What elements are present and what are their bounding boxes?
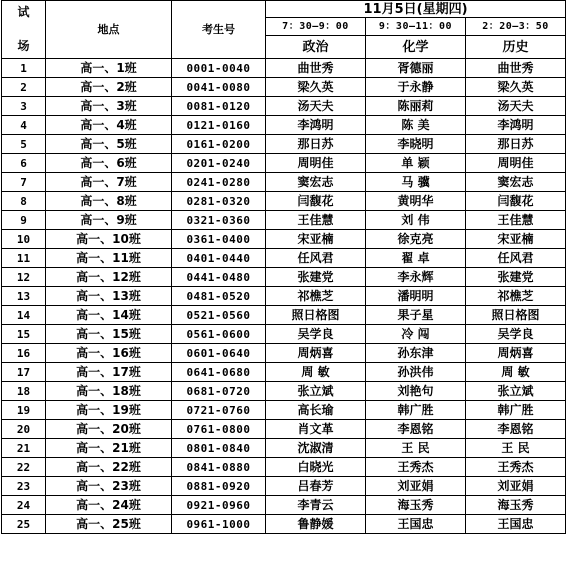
cell-history-proctor: 任风君 xyxy=(466,249,566,268)
cell-location: 高一、13班 xyxy=(46,287,172,306)
cell-politics-proctor: 高长瑜 xyxy=(266,401,366,420)
cell-room-number: 6 xyxy=(2,154,46,173)
cell-politics-proctor: 祁樵芝 xyxy=(266,287,366,306)
table-row xyxy=(2,97,566,116)
cell-history-proctor: 曲世秀 xyxy=(466,59,566,78)
cell-exam-number-range: 0601-0640 xyxy=(172,344,266,363)
cell-history-proctor: 照日格图 xyxy=(466,306,566,325)
table-row xyxy=(2,173,566,192)
cell-chemistry-proctor: 黄明华 xyxy=(366,192,466,211)
cell-room-number: 13 xyxy=(2,287,46,306)
table-row xyxy=(2,344,566,363)
cell-chemistry-proctor: 冷 闯 xyxy=(366,325,466,344)
cell-location: 高一、5班 xyxy=(46,135,172,154)
cell-politics-proctor: 沈淑清 xyxy=(266,439,366,458)
table-row xyxy=(2,116,566,135)
cell-exam-number-range: 0881-0920 xyxy=(172,477,266,496)
cell-exam-number-range: 0081-0120 xyxy=(172,97,266,116)
cell-room-number: 20 xyxy=(2,420,46,439)
cell-exam-number-range: 0961-1000 xyxy=(172,515,266,534)
table-row xyxy=(2,306,566,325)
cell-chemistry-proctor: 刘亚娟 xyxy=(366,477,466,496)
cell-room-number: 5 xyxy=(2,135,46,154)
cell-history-proctor: 李鸿明 xyxy=(466,116,566,135)
table-row xyxy=(2,515,566,534)
cell-politics-proctor: 张建党 xyxy=(266,268,366,287)
cell-exam-number-range: 0361-0400 xyxy=(172,230,266,249)
header-exam-number: 考生号 xyxy=(172,1,266,59)
cell-room-number: 23 xyxy=(2,477,46,496)
cell-history-proctor: 张建党 xyxy=(466,268,566,287)
cell-exam-number-range: 0481-0520 xyxy=(172,287,266,306)
cell-exam-number-range: 0681-0720 xyxy=(172,382,266,401)
cell-exam-number-range: 0801-0840 xyxy=(172,439,266,458)
cell-politics-proctor: 白晓光 xyxy=(266,458,366,477)
cell-room-number: 15 xyxy=(2,325,46,344)
header-location: 地点 xyxy=(46,1,172,59)
cell-chemistry-proctor: 单 颖 xyxy=(366,154,466,173)
cell-history-proctor: 祁樵芝 xyxy=(466,287,566,306)
table-row xyxy=(2,59,566,78)
header-time-1: 7：30—9：00 xyxy=(266,18,366,36)
cell-exam-number-range: 0921-0960 xyxy=(172,496,266,515)
cell-exam-number-range: 0441-0480 xyxy=(172,268,266,287)
cell-history-proctor: 王国忠 xyxy=(466,515,566,534)
cell-exam-number-range: 0321-0360 xyxy=(172,211,266,230)
cell-politics-proctor: 照日格图 xyxy=(266,306,366,325)
cell-history-proctor: 吴学良 xyxy=(466,325,566,344)
cell-location: 高一、12班 xyxy=(46,268,172,287)
cell-location: 高一、2班 xyxy=(46,78,172,97)
cell-history-proctor: 王 民 xyxy=(466,439,566,458)
cell-chemistry-proctor: 李永辉 xyxy=(366,268,466,287)
cell-politics-proctor: 周明佳 xyxy=(266,154,366,173)
cell-exam-number-range: 0721-0760 xyxy=(172,401,266,420)
cell-location: 高一、17班 xyxy=(46,363,172,382)
cell-politics-proctor: 李青云 xyxy=(266,496,366,515)
cell-room-number: 4 xyxy=(2,116,46,135)
cell-room-number: 3 xyxy=(2,97,46,116)
cell-chemistry-proctor: 李恩铭 xyxy=(366,420,466,439)
table-body xyxy=(2,59,566,534)
cell-exam-number-range: 0121-0160 xyxy=(172,116,266,135)
header-subject-history: 历史 xyxy=(466,36,566,59)
cell-chemistry-proctor: 翟 卓 xyxy=(366,249,466,268)
cell-exam-number-range: 0401-0440 xyxy=(172,249,266,268)
header-subject-politics: 政治 xyxy=(266,36,366,59)
cell-exam-number-range: 0161-0200 xyxy=(172,135,266,154)
table-row xyxy=(2,287,566,306)
header-room-char-2: 场 xyxy=(17,39,30,53)
cell-exam-number-range: 0001-0040 xyxy=(172,59,266,78)
cell-politics-proctor: 王佳慧 xyxy=(266,211,366,230)
cell-location: 高一、24班 xyxy=(46,496,172,515)
cell-history-proctor: 王秀杰 xyxy=(466,458,566,477)
cell-room-number: 22 xyxy=(2,458,46,477)
table-row xyxy=(2,78,566,97)
cell-politics-proctor: 周炳喜 xyxy=(266,344,366,363)
cell-history-proctor: 梁久英 xyxy=(466,78,566,97)
cell-exam-number-range: 0761-0800 xyxy=(172,420,266,439)
cell-history-proctor: 汤天夫 xyxy=(466,97,566,116)
cell-chemistry-proctor: 孙洪伟 xyxy=(366,363,466,382)
cell-location: 高一、6班 xyxy=(46,154,172,173)
cell-room-number: 12 xyxy=(2,268,46,287)
cell-history-proctor: 海玉秀 xyxy=(466,496,566,515)
cell-location: 高一、10班 xyxy=(46,230,172,249)
table-row xyxy=(2,135,566,154)
cell-politics-proctor: 闫馥花 xyxy=(266,192,366,211)
cell-room-number: 9 xyxy=(2,211,46,230)
cell-room-number: 19 xyxy=(2,401,46,420)
cell-chemistry-proctor: 潘明明 xyxy=(366,287,466,306)
cell-room-number: 17 xyxy=(2,363,46,382)
cell-exam-number-range: 0841-0880 xyxy=(172,458,266,477)
cell-room-number: 24 xyxy=(2,496,46,515)
cell-chemistry-proctor: 马 骥 xyxy=(366,173,466,192)
cell-politics-proctor: 周 敏 xyxy=(266,363,366,382)
cell-history-proctor: 张立斌 xyxy=(466,382,566,401)
cell-politics-proctor: 梁久英 xyxy=(266,78,366,97)
table-row xyxy=(2,230,566,249)
cell-chemistry-proctor: 韩广胜 xyxy=(366,401,466,420)
cell-exam-number-range: 0241-0280 xyxy=(172,173,266,192)
cell-politics-proctor: 宋亚楠 xyxy=(266,230,366,249)
cell-history-proctor: 周炳喜 xyxy=(466,344,566,363)
cell-room-number: 11 xyxy=(2,249,46,268)
cell-politics-proctor: 曲世秀 xyxy=(266,59,366,78)
cell-chemistry-proctor: 李晓明 xyxy=(366,135,466,154)
table-row xyxy=(2,363,566,382)
cell-politics-proctor: 李鸿明 xyxy=(266,116,366,135)
cell-location: 高一、7班 xyxy=(46,173,172,192)
cell-location: 高一、25班 xyxy=(46,515,172,534)
cell-chemistry-proctor: 王秀杰 xyxy=(366,458,466,477)
cell-history-proctor: 刘亚娟 xyxy=(466,477,566,496)
cell-room-number: 2 xyxy=(2,78,46,97)
cell-politics-proctor: 鲁静媛 xyxy=(266,515,366,534)
cell-location: 高一、22班 xyxy=(46,458,172,477)
cell-location: 高一、15班 xyxy=(46,325,172,344)
table-row xyxy=(2,477,566,496)
table-row xyxy=(2,154,566,173)
cell-politics-proctor: 肖文革 xyxy=(266,420,366,439)
cell-chemistry-proctor: 胥德丽 xyxy=(366,59,466,78)
cell-chemistry-proctor: 果子星 xyxy=(366,306,466,325)
cell-history-proctor: 窦宏志 xyxy=(466,173,566,192)
exam-schedule-table xyxy=(1,0,566,534)
cell-room-number: 10 xyxy=(2,230,46,249)
cell-location: 高一、18班 xyxy=(46,382,172,401)
table-row xyxy=(2,382,566,401)
cell-history-proctor: 那日苏 xyxy=(466,135,566,154)
cell-politics-proctor: 窦宏志 xyxy=(266,173,366,192)
cell-room-number: 25 xyxy=(2,515,46,534)
cell-location: 高一、9班 xyxy=(46,211,172,230)
cell-politics-proctor: 吴学良 xyxy=(266,325,366,344)
cell-chemistry-proctor: 刘 伟 xyxy=(366,211,466,230)
cell-history-proctor: 王佳慧 xyxy=(466,211,566,230)
cell-politics-proctor: 张立斌 xyxy=(266,382,366,401)
cell-location: 高一、14班 xyxy=(46,306,172,325)
cell-location: 高一、8班 xyxy=(46,192,172,211)
cell-room-number: 1 xyxy=(2,59,46,78)
cell-history-proctor: 李恩铭 xyxy=(466,420,566,439)
cell-history-proctor: 宋亚楠 xyxy=(466,230,566,249)
table-row xyxy=(2,249,566,268)
table-row xyxy=(2,268,566,287)
cell-location: 高一、16班 xyxy=(46,344,172,363)
cell-chemistry-proctor: 刘艳句 xyxy=(366,382,466,401)
cell-location: 高一、1班 xyxy=(46,59,172,78)
header-room-char-1: 试 xyxy=(17,5,30,19)
cell-exam-number-range: 0641-0680 xyxy=(172,363,266,382)
cell-exam-number-range: 0201-0240 xyxy=(172,154,266,173)
header-subject-chemistry: 化学 xyxy=(366,36,466,59)
cell-chemistry-proctor: 海玉秀 xyxy=(366,496,466,515)
cell-location: 高一、19班 xyxy=(46,401,172,420)
cell-room-number: 18 xyxy=(2,382,46,401)
table-row xyxy=(2,496,566,515)
table-row xyxy=(2,439,566,458)
cell-location: 高一、4班 xyxy=(46,116,172,135)
cell-chemistry-proctor: 孙东津 xyxy=(366,344,466,363)
header-time-3: 2：20—3：50 xyxy=(466,18,566,36)
cell-politics-proctor: 吕春芳 xyxy=(266,477,366,496)
cell-location: 高一、3班 xyxy=(46,97,172,116)
cell-chemistry-proctor: 徐克亮 xyxy=(366,230,466,249)
cell-history-proctor: 周 敏 xyxy=(466,363,566,382)
cell-history-proctor: 韩广胜 xyxy=(466,401,566,420)
table-row xyxy=(2,401,566,420)
cell-room-number: 21 xyxy=(2,439,46,458)
cell-location: 高一、21班 xyxy=(46,439,172,458)
table-row xyxy=(2,458,566,477)
cell-history-proctor: 周明佳 xyxy=(466,154,566,173)
cell-exam-number-range: 0561-0600 xyxy=(172,325,266,344)
table-row xyxy=(2,211,566,230)
cell-exam-number-range: 0041-0080 xyxy=(172,78,266,97)
cell-history-proctor: 闫馥花 xyxy=(466,192,566,211)
cell-location: 高一、23班 xyxy=(46,477,172,496)
cell-chemistry-proctor: 王国忠 xyxy=(366,515,466,534)
table-row xyxy=(2,420,566,439)
cell-chemistry-proctor: 陈丽莉 xyxy=(366,97,466,116)
cell-exam-number-range: 0281-0320 xyxy=(172,192,266,211)
cell-chemistry-proctor: 于永静 xyxy=(366,78,466,97)
cell-location: 高一、11班 xyxy=(46,249,172,268)
cell-room-number: 7 xyxy=(2,173,46,192)
cell-chemistry-proctor: 王 民 xyxy=(366,439,466,458)
cell-chemistry-proctor: 陈 美 xyxy=(366,116,466,135)
header-date: 11月5日(星期四) xyxy=(266,1,566,18)
cell-room-number: 14 xyxy=(2,306,46,325)
cell-exam-number-range: 0521-0560 xyxy=(172,306,266,325)
table-row xyxy=(2,325,566,344)
cell-room-number: 8 xyxy=(2,192,46,211)
header-room xyxy=(2,1,46,59)
cell-politics-proctor: 任风君 xyxy=(266,249,366,268)
header-time-2: 9：30—11：00 xyxy=(366,18,466,36)
cell-politics-proctor: 汤天夫 xyxy=(266,97,366,116)
table-row xyxy=(2,192,566,211)
cell-room-number: 16 xyxy=(2,344,46,363)
cell-politics-proctor: 那日苏 xyxy=(266,135,366,154)
cell-location: 高一、20班 xyxy=(46,420,172,439)
